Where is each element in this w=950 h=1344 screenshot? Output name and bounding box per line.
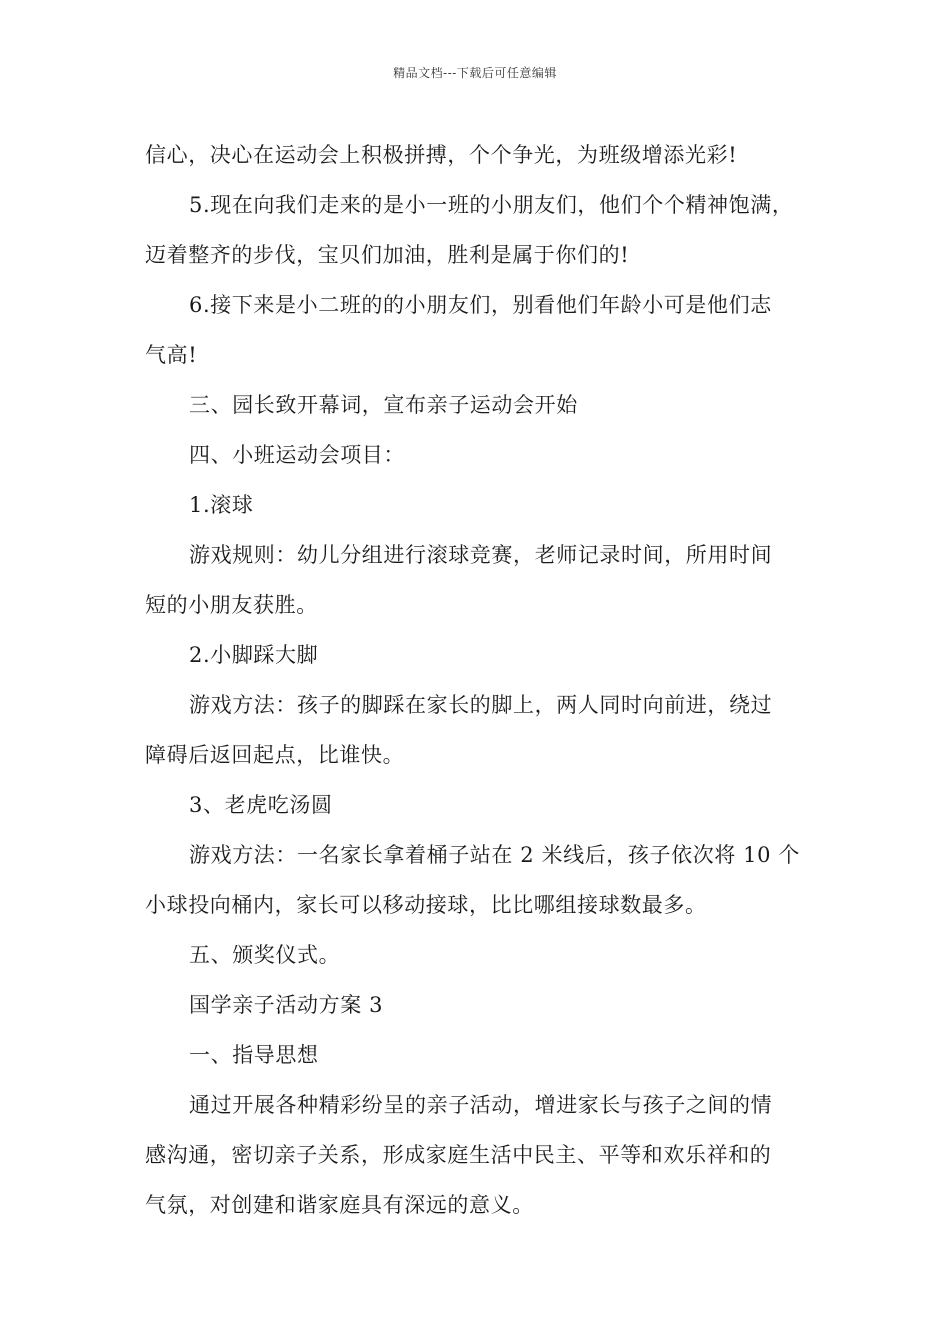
text-line: 一、指导思想 — [189, 1043, 319, 1067]
text-line: 三、园长致开幕词，宣布亲子运动会开始 — [189, 393, 578, 417]
text-line: 障碍后返回起点，比谁快。 — [145, 743, 405, 767]
text-line: 游戏规则：幼儿分组进行滚球竞赛，老师记录时间，所用时间 — [189, 543, 773, 567]
text-line: 气高! — [145, 343, 198, 367]
text-line: 1.滚球 — [189, 493, 254, 517]
document-body — [145, 130, 810, 1230]
text-line: 四、小班运动会项目： — [189, 443, 405, 467]
text-line: 通过开展各种精彩纷呈的亲子活动，增进家长与孩子之间的情 — [189, 1093, 773, 1117]
text-line: 迈着整齐的步伐，宝贝们加油，胜利是属于你们的! — [145, 243, 630, 267]
text-line: 游戏方法：一名家长拿着桶子站在 2 米线后，孩子依次将 10 个 — [189, 843, 800, 867]
page-header: 精品文档---下载后可任意编辑 — [393, 66, 557, 80]
text-line: 2.小脚踩大脚 — [189, 643, 319, 667]
text-line: 感沟通，密切亲子关系，形成家庭生活中民主、平等和欢乐祥和的 — [145, 1143, 772, 1167]
text-line: 信心，决心在运动会上积极拼搏，个个争光，为班级增添光彩! — [145, 143, 738, 167]
text-line: 6.接下来是小二班的的小朋友们，别看他们年龄小可是他们志 — [189, 293, 772, 317]
text-line: 游戏方法：孩子的脚踩在家长的脚上，两人同时向前进，绕过 — [189, 693, 773, 717]
text-line: 3、老虎吃汤圆 — [189, 793, 333, 817]
text-line: 短的小朋友获胜。 — [145, 593, 318, 617]
text-line: 5.现在向我们走来的是小一班的小朋友们，他们个个精神饱满， — [189, 193, 794, 217]
text-line: 五、颁奖仪式。 — [189, 943, 341, 967]
text-line: 气氛，对创建和谐家庭具有深远的意义。 — [145, 1193, 534, 1217]
text-line: 小球投向桶内，家长可以移动接球，比比哪组接球数最多。 — [145, 893, 707, 917]
text-line: 国学亲子活动方案 3 — [189, 993, 384, 1017]
